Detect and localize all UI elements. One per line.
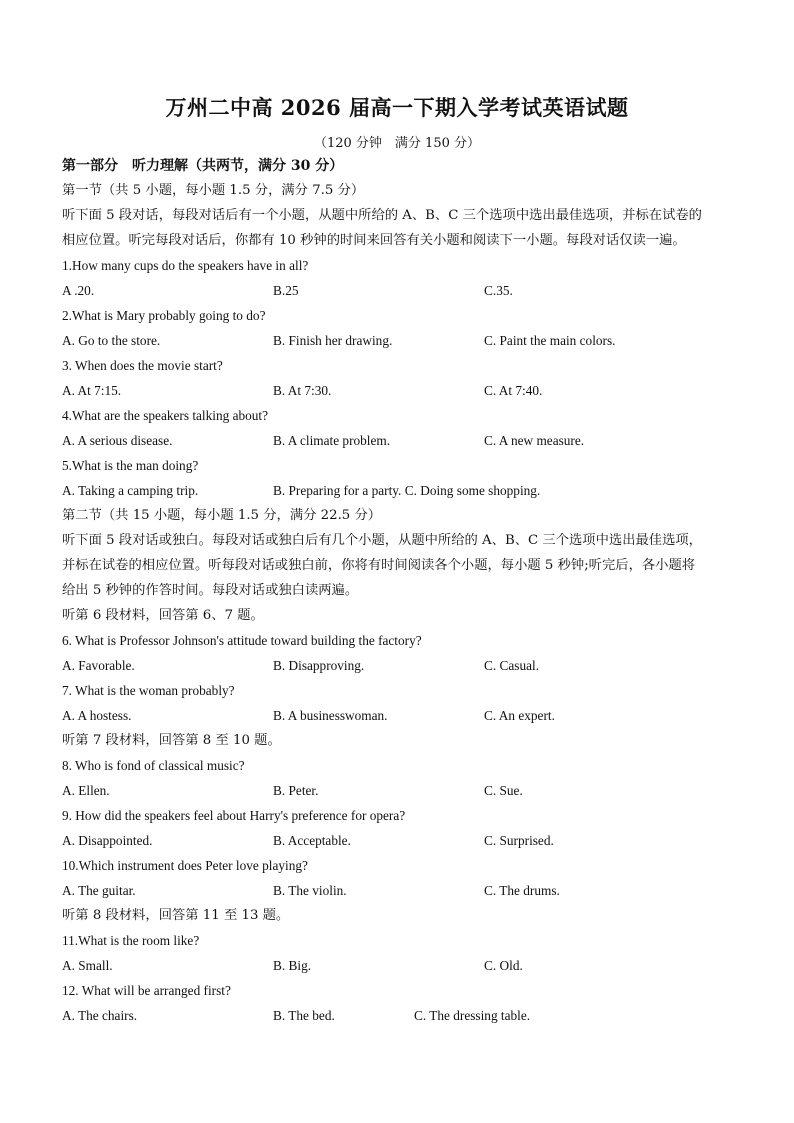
section2-instruction-line3: 给出 5 秒钟的作答时间。每段对话或独白读两遍。 [62,583,359,598]
section1-instruction-line1: 听下面 5 段对话，每段对话后有一个小题，从题中所给的 A、B、C 三个选项中选出最佳选项，并标在试卷的 [62,208,702,223]
option-c: C. The drums. [484,883,560,898]
option-b: B. At 7:30. [273,383,332,398]
exam-subtitle: （120 分钟 满分 150 分） [313,136,481,151]
question-8-options [62,783,742,799]
question-1-options [62,283,742,299]
option-b: B. Finish her drawing. [273,333,393,348]
material-8-note: 听第 8 段材料，回答第 11 至 13 题。 [62,908,290,923]
option-c: C.35. [484,283,513,298]
question-5-options [62,483,742,499]
question-6-options [62,658,742,674]
option-a: A. Ellen. [62,783,110,798]
option-b: B. Big. [273,958,312,973]
option-c: C. Paint the main colors. [484,333,616,348]
question-8: 8. Who is fond of classical music? [62,758,245,773]
material-7-note: 听第 7 段材料，回答第 8 至 10 题。 [62,733,281,748]
question-1: 1.How many cups do the speakers have in all? [62,258,309,273]
question-11: 11.What is the room like? [62,933,200,948]
question-2-options [62,333,742,349]
question-3: 3. When does the movie start? [62,358,223,373]
question-9: 9. How did the speakers feel about Harry's preference for opera? [62,808,406,823]
question-11-options [62,958,742,974]
question-4: 4.What are the speakers talking about? [62,408,269,423]
option-c: C. A new measure. [484,433,585,448]
option-c: C. Surprised. [484,833,554,848]
option-b: B. The bed. [273,1008,335,1023]
option-b: B. A climate problem. [273,433,391,448]
option-a: A. Small. [62,958,113,973]
section2-heading: 第二节（共 15 小题，每小题 1.5 分，满分 22.5 分） [62,508,382,523]
option-b: B.25 [273,283,299,298]
option-c: C. Casual. [484,658,540,673]
section2-instruction-line1: 听下面 5 段对话或独白。每段对话或独白后有几个小题，从题中所给的 A、B、C 三个选项中选出最佳选项， [62,533,702,548]
section1-instruction-line2: 相应位置。听完每段对话后，你都有 10 秒钟的时间来回答有关小题和阅读下一小题。每段对话仅读一遍。 [62,233,686,248]
question-7-options [62,708,742,724]
option-a: A. A hostess. [62,708,132,723]
option-a: A. Favorable. [62,658,135,673]
option-b: B. Disapproving. [273,658,365,673]
question-7: 7. What is the woman probably? [62,683,235,698]
option-b-c: B. Preparing for a party. C. Doing some shopping. [273,483,541,498]
option-a: A. Taking a camping trip. [62,483,199,498]
part1-heading: 第一部分 听力理解（共两节，满分 30 分） [62,158,344,174]
option-b: B. Peter. [273,783,319,798]
question-10-options [62,883,742,899]
option-a: A. At 7:15. [62,383,122,398]
question-10: 10.Which instrument does Peter love playing? [62,858,308,873]
option-b: B. Acceptable. [273,833,351,848]
section2-instruction-line2: 并标在试卷的相应位置。听每段对话或独白前，你将有时间阅读各个小题，每小题 5 秒钟;听完后，各小题将 [62,558,696,573]
section1-heading: 第一节（共 5 小题，每小题 1.5 分，满分 7.5 分） [62,183,365,198]
option-a: A. A serious disease. [62,433,173,448]
question-4-options [62,433,742,449]
option-c: C. An expert. [484,708,555,723]
option-a: A. The guitar. [62,883,136,898]
material-6-note: 听第 6 段材料，回答第 6、7 题。 [62,608,264,623]
question-3-options [62,383,742,399]
option-c: C. Old. [484,958,523,973]
option-c: C. The dressing table. [414,1008,531,1023]
option-a: A .20. [62,283,95,298]
question-2: 2.What is Mary probably going to do? [62,308,266,323]
question-12: 12. What will be arranged first? [62,983,231,998]
option-a: A. Go to the store. [62,333,161,348]
option-c: C. Sue. [484,783,523,798]
question-6: 6. What is Professor Johnson's attitude toward building the factory? [62,633,422,648]
question-12-options [62,1008,742,1024]
option-b: B. The violin. [273,883,347,898]
option-b: B. A businesswoman. [273,708,388,723]
question-9-options [62,833,742,849]
exam-title: 万州二中高 2026 届高一下期入学考试英语试题 [165,95,629,120]
option-c: C. At 7:40. [484,383,543,398]
option-a: A. Disappointed. [62,833,153,848]
question-5: 5.What is the man doing? [62,458,199,473]
option-a: A. The chairs. [62,1008,138,1023]
